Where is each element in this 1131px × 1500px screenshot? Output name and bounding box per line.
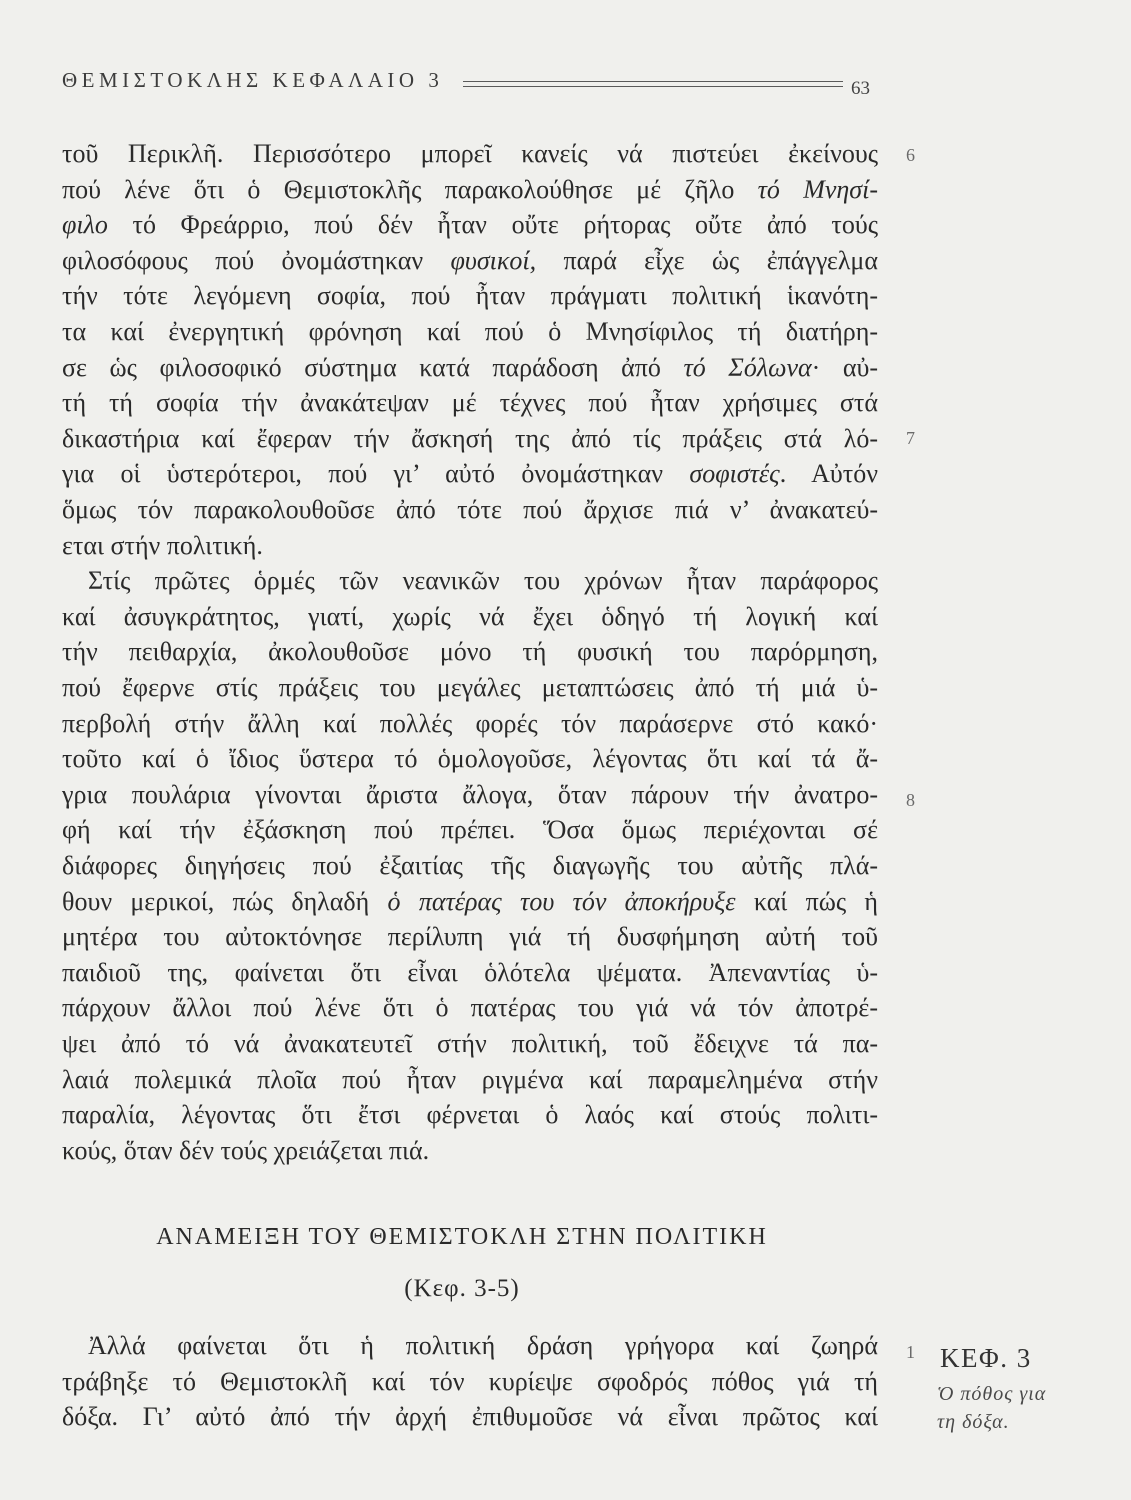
text-line	[62, 243, 878, 279]
text-line: λαιά πολεμικά πλοῖα πού ἦταν ριγμένα καί παραμελημένα στήν	[62, 1064, 878, 1094]
text-line	[62, 884, 878, 920]
margin-marker: 8	[906, 790, 915, 810]
text-segment: . Αὐτόν	[779, 459, 878, 489]
italic-phrase: τό Σόλωνα	[683, 352, 812, 382]
header-double-rule	[463, 81, 843, 87]
italic-phrase: φυσικοί,	[450, 245, 537, 275]
text-line: μητέρα του αὐτοκτόνησε περίλυπη γιά τή δυσφήμηση αὐτή τοῦ	[62, 922, 878, 952]
text-line: τοῦ Περικλῆ. Περισσότερο μπορεῖ κανείς νά πιστεύει ἐκείνους	[62, 139, 878, 168]
side-note-caption-line: τη δόξα.	[937, 1411, 1010, 1433]
text-line: γρια πουλάρια γίνονται ἄριστα ἄλογα, ὅταν πάρουν τήν ἀνατρο-	[62, 779, 878, 809]
text-line: παραλία, λέγοντας ὅτι ἔτσι φέρνεται ὁ λαός καί στούς πολιτι-	[62, 1100, 878, 1130]
text-segment: πού λένε ὅτι ὁ Θεμιστοκλῆς παρακολούθησε μέ ζῆλο	[62, 174, 758, 204]
text-segment: σε ὡς φιλοσοφικό σύστημα κατά παράδοση ἀπό	[62, 352, 684, 382]
text-segment: τό Φρεάρριο, πού δέν ἦταν οὔτε ρήτορας οὔτε ἀπό τούς	[107, 210, 878, 240]
text-segment: · αὐ-	[811, 352, 879, 382]
side-note-chapter: ΚΕΦ. 3	[940, 1343, 1032, 1373]
text-line	[62, 172, 878, 208]
text-line: τοῦτο καί ὁ ἴδιος ὕστερα τό ὁμολογοῦσε, λέγοντας ὅτι καί τά ἄ-	[62, 744, 878, 774]
text-line: τήν πειθαρχία, ἀκολουθοῦσε μόνο τή φυσική του παρόρμηση,	[62, 637, 878, 667]
italic-phrase: τό Μνησί-	[757, 174, 878, 204]
text-line: τή τή σοφία τήν ἀνακάτεψαν μέ τέχνες πού ἦταν χρήσιμες στά	[62, 388, 878, 418]
page-number: 63	[851, 78, 870, 99]
section-heading: ΑΝΑΜΕΙΞΗ ΤΟΥ ΘΕΜΙΣΤΟΚΛΗ ΣΤΗΝ ΠΟΛΙΤΙΚΗ	[156, 1224, 768, 1250]
text-line: περβολή στήν ἄλλη καί πολλές φορές τόν παράσερνε στό κακό·	[62, 708, 878, 738]
paragraph-3	[62, 1328, 878, 1435]
text-line: κούς, ὅταν δέν τούς χρειάζεται πιά.	[62, 1135, 430, 1165]
text-line: δικαστήρια καί ἔφεραν τήν ἄσκησή της ἀπό τίς πράξεις στά λό-	[62, 423, 878, 453]
text-line	[62, 456, 878, 492]
section-subheading: (Κεφ. 3-5)	[404, 1275, 520, 1302]
text-line: εται στήν πολιτική.	[62, 530, 263, 560]
margin-marker: 6	[906, 145, 915, 165]
text-line: ψει ἀπό τό νά ἀνακατευτεῖ στήν πολιτική, τοῦ ἔδειχνε τά πα-	[62, 1028, 878, 1058]
running-title: ΘΕΜΙΣΤΟΚΛΗΣ ΚΕΦΑΛΑΙΟ 3	[62, 68, 444, 92]
text-segment: θουν μερικοί, πώς δηλαδή	[62, 886, 388, 916]
text-line: παιδιοῦ της, φαίνεται ὅτι εἶναι ὁλότελα ψέματα. Ἀπεναντίας ὑ-	[62, 957, 878, 987]
italic-phrase: σοφιστές	[689, 459, 780, 489]
paragraph-1	[62, 136, 878, 563]
text-segment: καί πώς ἡ	[735, 886, 879, 916]
text-line: πάρχουν ἄλλοι πού λένε ὅτι ὁ πατέρας του γιά νά τόν ἀποτρέ-	[62, 993, 878, 1023]
text-line: φή καί τήν ἐξάσκηση πού πρέπει. Ὅσα ὅμως περιέχονται σέ	[62, 815, 878, 845]
text-segment: για οἱ ὑστερότεροι, πού γι’ αὐτό ὀνομάστηκαν	[62, 459, 690, 489]
text-line: δόξα. Γι’ αὐτό ἀπό τήν ἀρχή ἐπιθυμοῦσε νά εἶναι πρῶτος καί	[62, 1402, 878, 1432]
paragraph-2	[62, 563, 878, 1168]
text-line: πού ἔφερνε στίς πράξεις του μεγάλες μεταπτώσεις ἀπό τή μιά ὑ-	[62, 672, 878, 702]
margin-marker: 1	[906, 1342, 915, 1362]
text-line: Ἀλλά φαίνεται ὅτι ἡ πολιτική δράση γρήγορα καί ζωηρά	[88, 1331, 878, 1360]
text-line: καί ἀσυγκράτητος, γιατί, χωρίς νά ἔχει ὁδηγό τή λογική καί	[62, 601, 878, 631]
text-line: τήν τότε λεγόμενη σοφία, πού ἦταν πράγματι πολιτική ἱκανότη-	[62, 281, 878, 311]
text-line: Στίς πρῶτες ὁρμές τῶν νεανικῶν του χρόνων ἦταν παράφορος	[88, 566, 878, 596]
text-line: ὅμως τόν παρακολουθοῦσε ἀπό τότε πού ἄρχισε πιά ν’ ἀνακατεύ-	[62, 494, 878, 524]
text-line	[62, 207, 878, 243]
text-line	[62, 350, 878, 386]
italic-phrase: ὁ πατέρας του τόν ἀποκήρυξε	[387, 886, 736, 916]
text-line: τα καί ἐνεργητική φρόνηση καί πού ὁ Μνησίφιλος τή διατήρη-	[62, 316, 878, 346]
text-segment: παρά εἶχε ὡς ἐπάγγελμα	[536, 245, 878, 275]
margin-marker: 7	[906, 428, 915, 448]
side-note-caption	[937, 1380, 1046, 1436]
text-line: διάφορες διηγήσεις πού ἐξαιτίας τῆς διαγωγῆς του αὐτῆς πλά-	[62, 850, 878, 880]
text-line: τράβηξε τό Θεμιστοκλῆ καί τόν κυρίεψε σφοδρός πόθος γιά τή	[62, 1366, 878, 1396]
side-note-caption-line: Ὁ πόθος για	[937, 1383, 1047, 1405]
text-segment: φιλοσόφους πού ὀνομάστηκαν	[62, 245, 451, 275]
italic-phrase: φιλο	[62, 210, 108, 240]
